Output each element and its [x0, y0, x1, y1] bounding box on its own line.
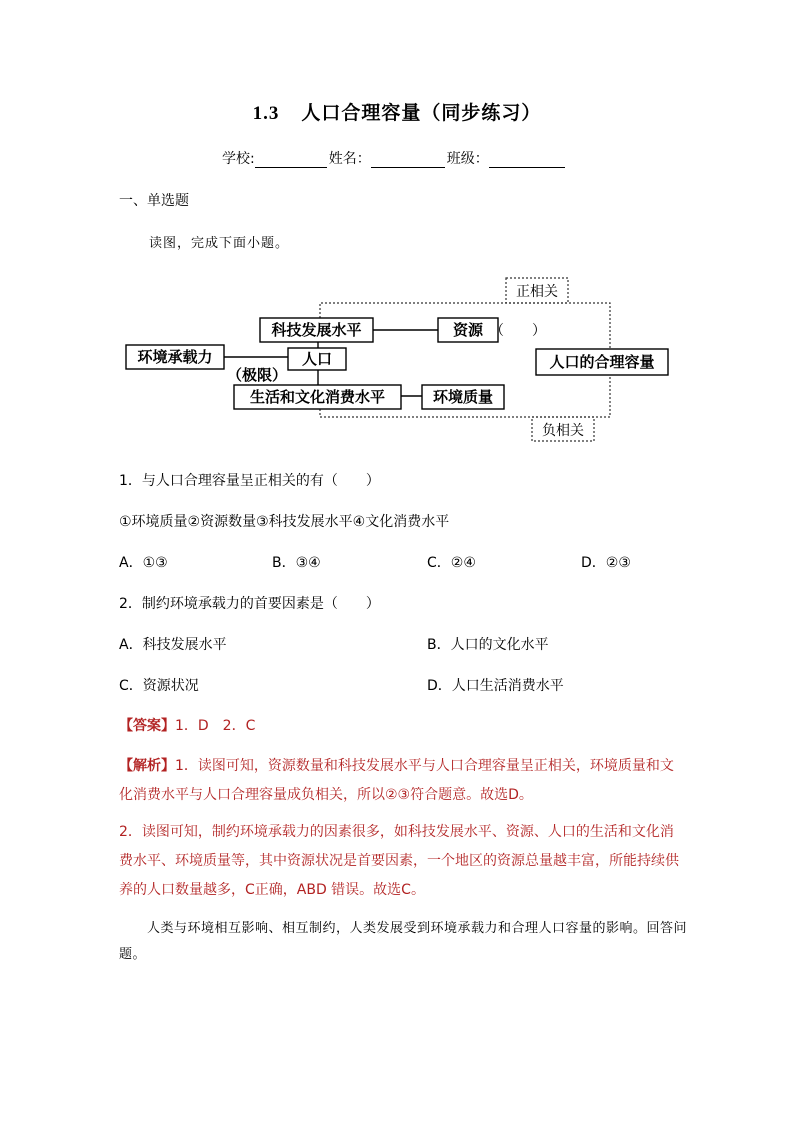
relationship-diagram: [120, 275, 680, 445]
class-label: 班级：: [446, 151, 489, 167]
negative-label: 负相关: [542, 423, 584, 439]
analysis-paragraph-2: 2．读图可知，制约环境承载力的因素很多，如科技发展水平、资源、人口的生活和文化消费水平、环境质量等，其中资源状况是首要因素，一个地区的资源总量越丰富，所能持续供养的人口数量越多，C正确，ABD 错误。故选C。: [119, 824, 679, 898]
answer-text: 1．D 2．C: [175, 718, 256, 734]
reading-prompt: 读图，完成下面小题。: [149, 236, 290, 251]
limit-label: （极限）: [226, 366, 288, 384]
school-label: 学校:: [222, 151, 255, 167]
q2-choice-b[interactable]: B．人口的文化水平: [427, 637, 549, 653]
living-label: 生活和文化消费水平: [249, 388, 386, 406]
section-title: 一、单选题: [119, 193, 189, 209]
q1-stem: 1．与人口合理容量呈正相关的有（ ）: [119, 473, 380, 489]
q1-choice-c[interactable]: C．②④: [427, 555, 476, 571]
title-text: 人口合理容量（同步练习）: [301, 102, 542, 124]
school-field[interactable]: [255, 151, 327, 168]
student-info-line: [222, 148, 567, 168]
analysis-paragraph-1: [119, 752, 683, 810]
title-number: 1.3: [252, 103, 280, 124]
carrying-label: 环境承载力: [137, 348, 213, 366]
resource-label: 资源: [452, 321, 484, 339]
reasonable-label: 人口的合理容量: [549, 353, 655, 371]
q2-choice-a[interactable]: A．科技发展水平: [119, 637, 227, 653]
next-prompt: 人类与环境相互影响、相互制约，人类发展受到环境承载力和合理人口容量的影响。回答问题。: [119, 921, 688, 962]
tech-label: 科技发展水平: [271, 321, 362, 339]
page-title: [0, 98, 794, 125]
analysis-text-1: 1．读图可知，资源数量和科技发展水平与人口合理容量呈正相关，环境质量和文化消费水平与人口合理容量成负相关，所以②③符合题意。故选D。: [119, 758, 674, 803]
blank-label: （ ）: [490, 323, 546, 339]
class-field[interactable]: [489, 151, 565, 168]
q2-choice-c[interactable]: C．资源状况: [119, 678, 199, 694]
population-label: 人口: [301, 350, 333, 368]
name-field[interactable]: [371, 151, 445, 168]
q2-stem: 2．制约环境承载力的首要因素是（ ）: [119, 596, 380, 612]
env-quality-label: 环境质量: [432, 388, 494, 406]
positive-label: 正相关: [516, 284, 558, 300]
q1-choice-b[interactable]: B．③④: [272, 555, 321, 571]
q1-choice-a[interactable]: A．①③: [119, 555, 168, 571]
q2-choice-d[interactable]: D．人口生活消费水平: [427, 678, 564, 694]
answer-label: 【答案】: [119, 718, 175, 734]
name-label: 姓名：: [328, 151, 371, 167]
analysis-label: 【解析】: [119, 758, 175, 774]
answer-line: [119, 715, 255, 735]
q1-choice-d[interactable]: D．②③: [581, 555, 631, 571]
q1-options-line: ①环境质量②资源数量③科技发展水平④文化消费水平: [119, 514, 450, 530]
